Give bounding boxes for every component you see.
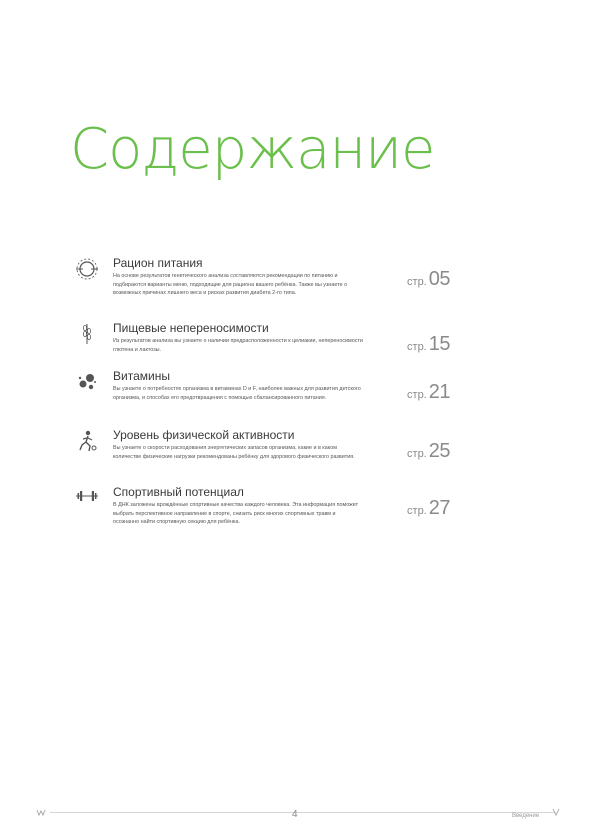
page-number-ref: 05 bbox=[428, 268, 450, 290]
activity-icon bbox=[72, 428, 102, 454]
toc-page-ref[interactable] bbox=[407, 381, 450, 404]
page-title: Содержание bbox=[70, 117, 435, 182]
vitamin-pills-icon bbox=[72, 369, 102, 395]
toc-page-ref[interactable] bbox=[407, 268, 450, 291]
toc-heading: Спортивный потенциал bbox=[113, 485, 244, 499]
toc-heading: Витамины bbox=[113, 369, 170, 383]
plate-icon bbox=[72, 256, 102, 282]
toc-page-ref[interactable] bbox=[407, 497, 450, 520]
page-prefix: стр. bbox=[407, 341, 427, 353]
toc-item-activity[interactable] bbox=[72, 428, 462, 488]
page-number: 4 bbox=[292, 809, 298, 820]
page-prefix: стр. bbox=[407, 505, 427, 517]
page-number-ref: 25 bbox=[428, 440, 450, 462]
toc-description: Вы узнаете о скорости расходования энергетических запасов организма, какие и в каком количестве физические нагрузки рекомендованы ребёнку для здорового физического развития. bbox=[113, 445, 355, 460]
page-prefix: стр. bbox=[407, 276, 427, 288]
page-number-ref: 27 bbox=[428, 497, 450, 519]
toc-heading: Пищевые непереносимости bbox=[113, 321, 269, 335]
page-number-ref: 21 bbox=[428, 381, 450, 403]
wheat-icon bbox=[72, 321, 102, 347]
toc-item-sport[interactable] bbox=[72, 485, 462, 545]
toc-heading: Уровень физической активности bbox=[113, 428, 295, 442]
toc-item-vitamins[interactable] bbox=[72, 369, 462, 429]
toc-description: Из результатов анализа вы узнаете о наличии предрасположенности к целиакии, непереносимости глютена и лактозы. bbox=[113, 338, 363, 353]
toc-description: На основе результатов генетического анализа составляются рекомендации по питанию и подбираются варианты меню, подходящие для рациона вашего ребёнка. Также вы узнаете о возможных причинах лишнего веса и рисках развития диабета 2-го типа. bbox=[113, 273, 348, 297]
toc-page-ref[interactable] bbox=[407, 333, 450, 356]
toc-page-ref[interactable] bbox=[407, 440, 450, 463]
section-label: Введение bbox=[512, 813, 540, 819]
footer-divider bbox=[50, 812, 555, 813]
page-prefix: стр. bbox=[407, 448, 427, 460]
toc-heading: Рацион питания bbox=[113, 256, 203, 270]
toc-item-diet[interactable] bbox=[72, 256, 462, 316]
dumbbell-icon bbox=[72, 485, 102, 511]
toc-description: В ДНК заложены врождённые спортивные качества каждого человека. Эта информация поможет выбрать перспективное направление в спорте, снизить риск многих спортивных травм и осознанно найти спортивную секцию для ребёнка. bbox=[113, 502, 359, 526]
toc-description: Вы узнаете о потребностях организма в витаминах D и F, наиболее важных для развития детского организма, и способах его предотвращения с помощью сбалансированного питания. bbox=[113, 386, 361, 401]
page-number-ref: 15 bbox=[428, 333, 450, 355]
footer-check-icon bbox=[552, 804, 560, 814]
page-prefix: стр. bbox=[407, 389, 427, 401]
